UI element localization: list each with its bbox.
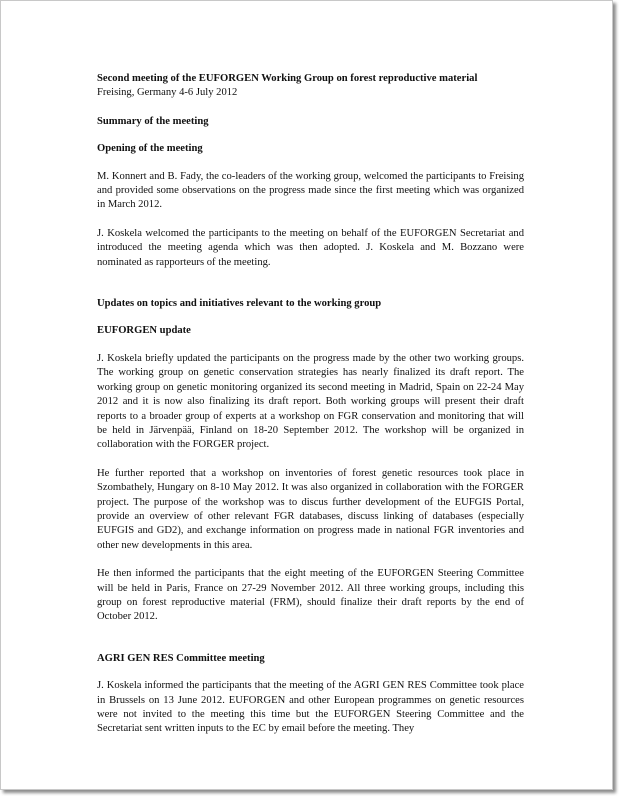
document-body [97, 72, 524, 737]
meeting-location-date: Freising, Germany 4-6 July 2012 [97, 87, 238, 99]
opening-heading: Opening of the meeting [97, 143, 203, 155]
euforgen-paragraph-1: J. Koskela briefly updated the participants on the progress made by the other two working groups. The working group on genetic conservation strategies has nearly finalized its draft report. The working group on genetic monitoring organized its second meeting in Madrid, Spain on 22-24 May 2012 and it is now also finalizing its draft report. Both working groups will present their draft reports to a broader group of experts at a workshop on FGR conservation and monitoring that will be held in Järvenpää, Finland on 18-20 September 2012. The workshop will be organized in collaboration with the FORGER project. [97, 352, 524, 451]
opening-paragraph-2: J. Koskela welcomed the participants to the meeting on behalf of the EUFORGEN Secretariat and introduced the meeting agenda which was then adopted. J. Koskela and M. Bozzano were nominated as rapporteurs of the meeting. [97, 227, 524, 268]
euforgen-update-heading: EUFORGEN update [97, 325, 191, 337]
opening-paragraph-1: M. Konnert and B. Fady, the co-leaders of the working group, welcomed the participants to Freising and provided some observations on the progress made since the first meeting which was organized in March 2012. [97, 170, 524, 211]
euforgen-paragraph-2: He further reported that a workshop on inventories of forest genetic resources took place in Szombathely, Hungary on 8-10 May 2012. It was also organized in collaboration with the FORGER project. The purpose of the workshop was to discus further development of the EUFGIS Portal, provide an overview of other relevant FGR databases, discuss linking of databases (especially EUFGIS and GD2), and exchange information on progress made in national FGR inventories and other new developments in this area. [97, 467, 524, 551]
document-title: Second meeting of the EUFORGEN Working Group on forest reproductive material [97, 73, 478, 84]
agri-gen-res-heading: AGRI GEN RES Committee meeting [97, 652, 265, 664]
euforgen-paragraph-3: He then informed the participants that the eight meeting of the EUFORGEN Steering Committee will be held in Paris, France on 27-29 November 2012. All three working groups, including this group on forest reproductive material (FRM), should finalize their draft reports by the end of October 2012. [97, 568, 524, 623]
agri-gen-res-paragraph-1: J. Koskela informed the participants that the meeting of the AGRI GEN RES Committee took place in Brussels on 13 June 2012. EUFORGEN and other European programmes on genetic resources were not invited to the meeting this time but the EUFORGEN Steering Committee and the Secretariat sent written inputs to the EC by email before the meeting. They [97, 680, 524, 735]
updates-heading: Updates on topics and initiatives relevant to the working group [97, 298, 382, 310]
summary-heading: Summary of the meeting [97, 115, 209, 127]
